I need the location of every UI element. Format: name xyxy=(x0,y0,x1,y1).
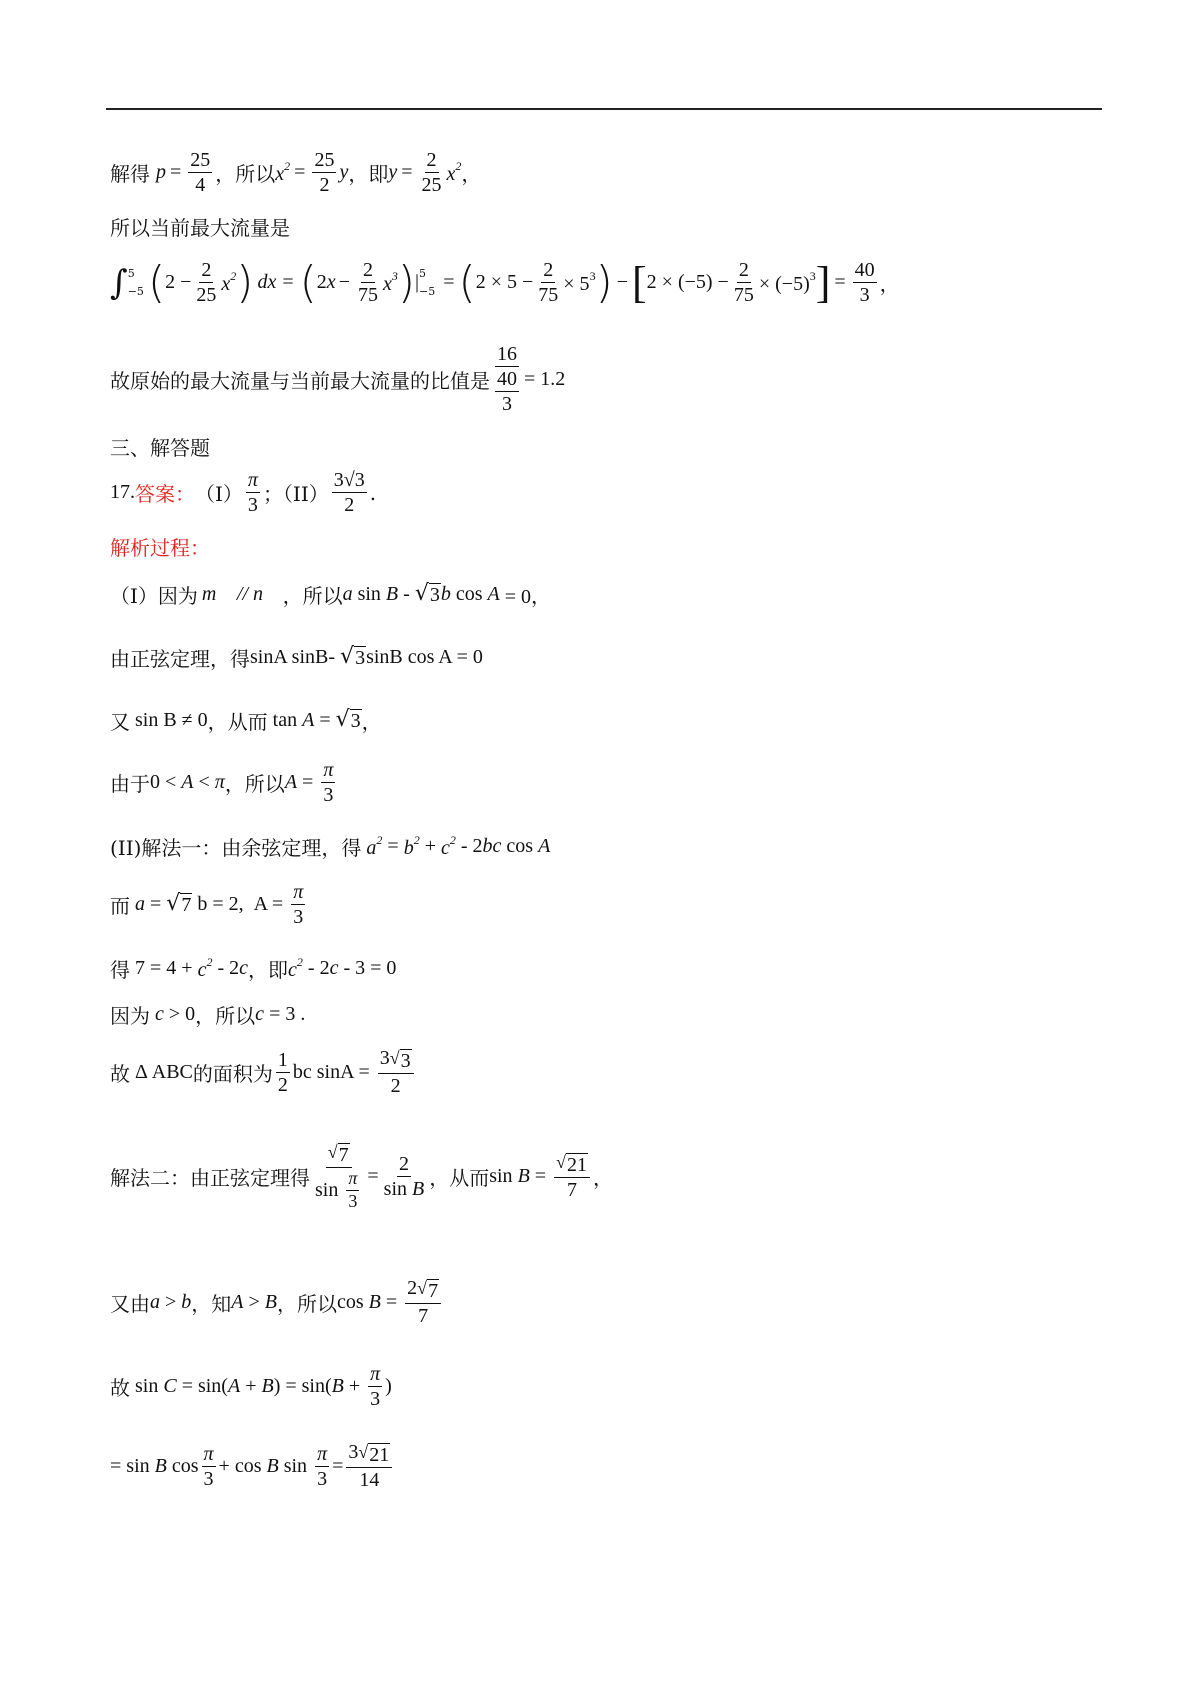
line-current-flow: 所以当前最大流量是 xyxy=(110,216,290,240)
line-solve-p: 解得 p = $\frac{25}{4}$ ，所以 $x^2$ = $\frac{25}{2}$ y ，即 y = $\frac{2}{25}$ $x^2$ ， xyxy=(110,149,482,196)
var-p: p xyxy=(156,161,166,183)
step-8: 因为 c > 0 ，所以 c = 3 . xyxy=(110,1003,306,1028)
fraction: $\frac{25}{4}$ xyxy=(190,149,211,196)
answer-label: 答案： xyxy=(135,482,195,506)
step-6: 而 a = √ 7 b = 2, A = $\frac{\pi}{3}$ xyxy=(110,881,304,928)
step-12: 故 sin C = sin( A + B ) = sin( B + $\frac{\pi}{3}$ ) xyxy=(110,1363,392,1410)
step-4: 由于 0 < A < π ，所以 A = $\frac{\pi}{3}$ xyxy=(110,759,334,806)
compound-fraction: $\frac{16}{\frac{40}{3}}$ xyxy=(497,343,517,415)
ratio-line: 故原始的最大流量与当前最大流量的比值是 $\frac{16}{\frac{40}{3}}$ = 1.2 xyxy=(110,343,566,415)
integral-equation: ∫ 5 −5 ( 2 − $\frac{2}{25}$ $x^2$ ) dx = ( 2 x − $\frac{2}{75}$ $x^3$ ) | 5 −5 = ( 2 × 5 − $\frac{2}{75}$ × $5^3$ ) − [ 2 × (−5) − $\frac{2}{75}$ × $(-5)^3$ ] = $\frac{40}{3}$ ， xyxy=(110,256,900,308)
step-9: 故 Δ ABC 的面积为 $\frac{1}{2}$ bc sinA = 3 √ 3 2 xyxy=(110,1046,417,1098)
step-2: 由正弦定理，得 sinA sinB- √ 3 sinB cos A = 0 xyxy=(110,643,483,671)
fraction: $\frac{25}{2}$ xyxy=(314,149,335,196)
step-1: （I）因为 m⃗ // n⃗ ，所以 a sin B - √ 3 b cos A = 0， xyxy=(110,580,552,608)
section-heading: 三、解答题 xyxy=(110,436,210,460)
text: 解得 xyxy=(110,162,150,186)
step-3: 又 sin B ≠ 0 ，从而 tan A = √ 3 ， xyxy=(110,706,382,734)
header-rule xyxy=(106,108,1102,110)
analysis-label: 解析过程： xyxy=(110,536,210,560)
q17-answer: 17. 答案： （I） $\frac{\pi}{3}$ ；（II） $\frac{3√3}{2}$ . xyxy=(110,469,377,516)
step-11: 又由 a > b ，知 A > B ，所以 cos B = 2 √ 7 7 xyxy=(110,1276,444,1328)
step-7: 得 7 = 4 + $c^2$ - 2 c ，即 $c^2$ - 2 c - 3 = 0 xyxy=(110,955,397,982)
step-10: 解法二：由正弦定理得 √ 7 sin $\frac{\pi}{3}$ = $\frac{2}{\text{sin B}}$ ，从而 sin B = √ 21 7 ， xyxy=(110,1142,613,1211)
step-5: (II)解法一：由余弦定理，得 $a^2$ = $b^2$ + $c^2$ - 2 bc cos A xyxy=(110,833,551,860)
fraction: $\frac{2}{25}$ xyxy=(421,149,442,196)
step-13: = sin B cos $\frac{\pi}{3}$ + cos B sin $\frac{\pi}{3}$ = 3 √ 21 14 xyxy=(110,1440,395,1492)
